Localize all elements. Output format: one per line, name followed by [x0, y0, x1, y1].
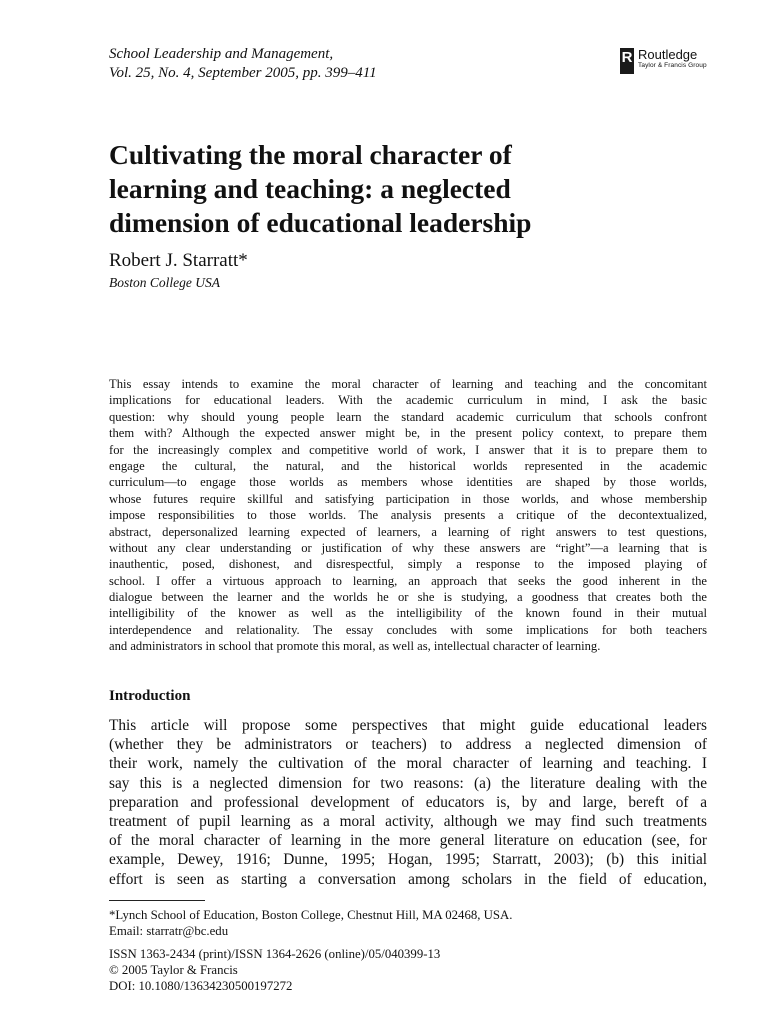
- author-address: *Lynch School of Education, Boston College, Chestnut Hill, MA 02468, USA.: [109, 908, 513, 922]
- abstract-line: them with? Although the expected answer might be, in the present policy context, to prepare them: [109, 426, 707, 441]
- abstract-line: dialogue between the learner and the worlds he or she is studying, a goodness that creates both the: [109, 590, 707, 605]
- abstract-line: curriculum—to engage those worlds as members whose identities are shaped by those worlds,: [109, 475, 707, 490]
- abstract-line: engage the cultural, the natural, and the historical worlds represented in the academic: [109, 458, 707, 473]
- publication-info: [109, 946, 440, 994]
- body-line: effort is seen as starting a conversation among scholars in the field of education,: [109, 870, 707, 888]
- abstract-line: abstract, depersonalized learning expected of learners, a learning of right answers to test questions,: [109, 524, 707, 539]
- publisher-name: Routledge: [638, 47, 698, 62]
- body-line: treatment of pupil learning as a moral activity, although we may find such treatments: [109, 812, 707, 830]
- copyright: © 2005 Taylor & Francis: [109, 963, 238, 977]
- publisher-logo: [620, 48, 707, 74]
- article-title: [109, 138, 709, 240]
- body-line: say this is a neglected dimension for two reasons: (a) the literature dealing with the: [109, 774, 707, 792]
- abstract-line: impose responsibilities to those worlds. The analysis presents a critique of the decontextualized,: [109, 508, 707, 523]
- title-line: dimension of educational leadership: [109, 207, 532, 238]
- body-line: (whether they be administrators or teachers) to address a neglected dimension of: [109, 736, 707, 754]
- title-line: learning and teaching: a neglected: [109, 173, 511, 204]
- doi: DOI: 10.1080/13634230500197272: [109, 979, 293, 993]
- publisher-subname: Taylor & Francis Group: [638, 62, 707, 69]
- author-email: Email: starratr@bc.edu: [109, 924, 229, 938]
- journal-name: School Leadership and Management,: [109, 46, 334, 62]
- abstract-line: for the increasingly complex and competitive world of work, I answer that it is to prepare them to: [109, 442, 707, 457]
- abstract-line: without any clear understanding or justification of why these answers are “right”—a learning that is: [109, 540, 707, 555]
- journal-issue: Vol. 25, No. 4, September 2005, pp. 399–411: [109, 65, 377, 81]
- abstract-line: school. I offer a virtuous approach to learning, an approach that seeks the good inherent in the: [109, 573, 707, 588]
- abstract-line: inauthentic, posed, dishonest, and disrespectful, simply a response to the imposed playing of: [109, 557, 707, 572]
- body-line: example, Dewey, 1916; Dunne, 1995; Hogan, 1995; Starratt, 2003); (b) this initial: [109, 851, 707, 869]
- abstract-line: implications for educational leaders. With the academic curriculum in mind, I ask the basic: [109, 393, 707, 408]
- abstract-line: question: why should young people learn the standard academic curriculum that schools confront: [109, 409, 707, 424]
- routledge-logo-icon: R: [620, 48, 634, 74]
- abstract-line: intelligibility of the knower as well as the intelligibility of the known found in their mutual: [109, 606, 707, 621]
- introduction-body: [109, 716, 707, 889]
- footnote-divider: [109, 900, 205, 901]
- body-line: their work, namely the cultivation of the moral character of learning and teaching. I: [109, 755, 707, 773]
- body-line: of the moral character of learning in the more general literature on education (see, for: [109, 832, 707, 850]
- abstract-line: whose futures require skillful and satisfying participation in those worlds, and whose membership: [109, 491, 707, 506]
- body-line: preparation and professional development of educators is, by and large, bereft of a: [109, 793, 707, 811]
- abstract-line: interdependence and relationality. The essay concludes with some implications for both teachers: [109, 622, 707, 637]
- author-name: Robert J. Starratt*: [109, 250, 248, 271]
- title-line: Cultivating the moral character of: [109, 139, 512, 170]
- issn: ISSN 1363-2434 (print)/ISSN 1364-2626 (online)/05/040399-13: [109, 947, 441, 961]
- author-affiliation: Boston College USA: [109, 275, 220, 290]
- abstract: [109, 376, 707, 655]
- abstract-line: This essay intends to examine the moral character of learning and teaching and the concomitant: [109, 377, 707, 391]
- body-line: This article will propose some perspectives that might guide educational leaders: [109, 717, 707, 734]
- footnote: [109, 907, 512, 939]
- abstract-line: and administrators in school that promote this moral, as well as, intellectual character of learning.: [109, 639, 601, 654]
- journal-citation: [109, 45, 377, 83]
- section-heading-introduction: Introduction: [109, 688, 191, 704]
